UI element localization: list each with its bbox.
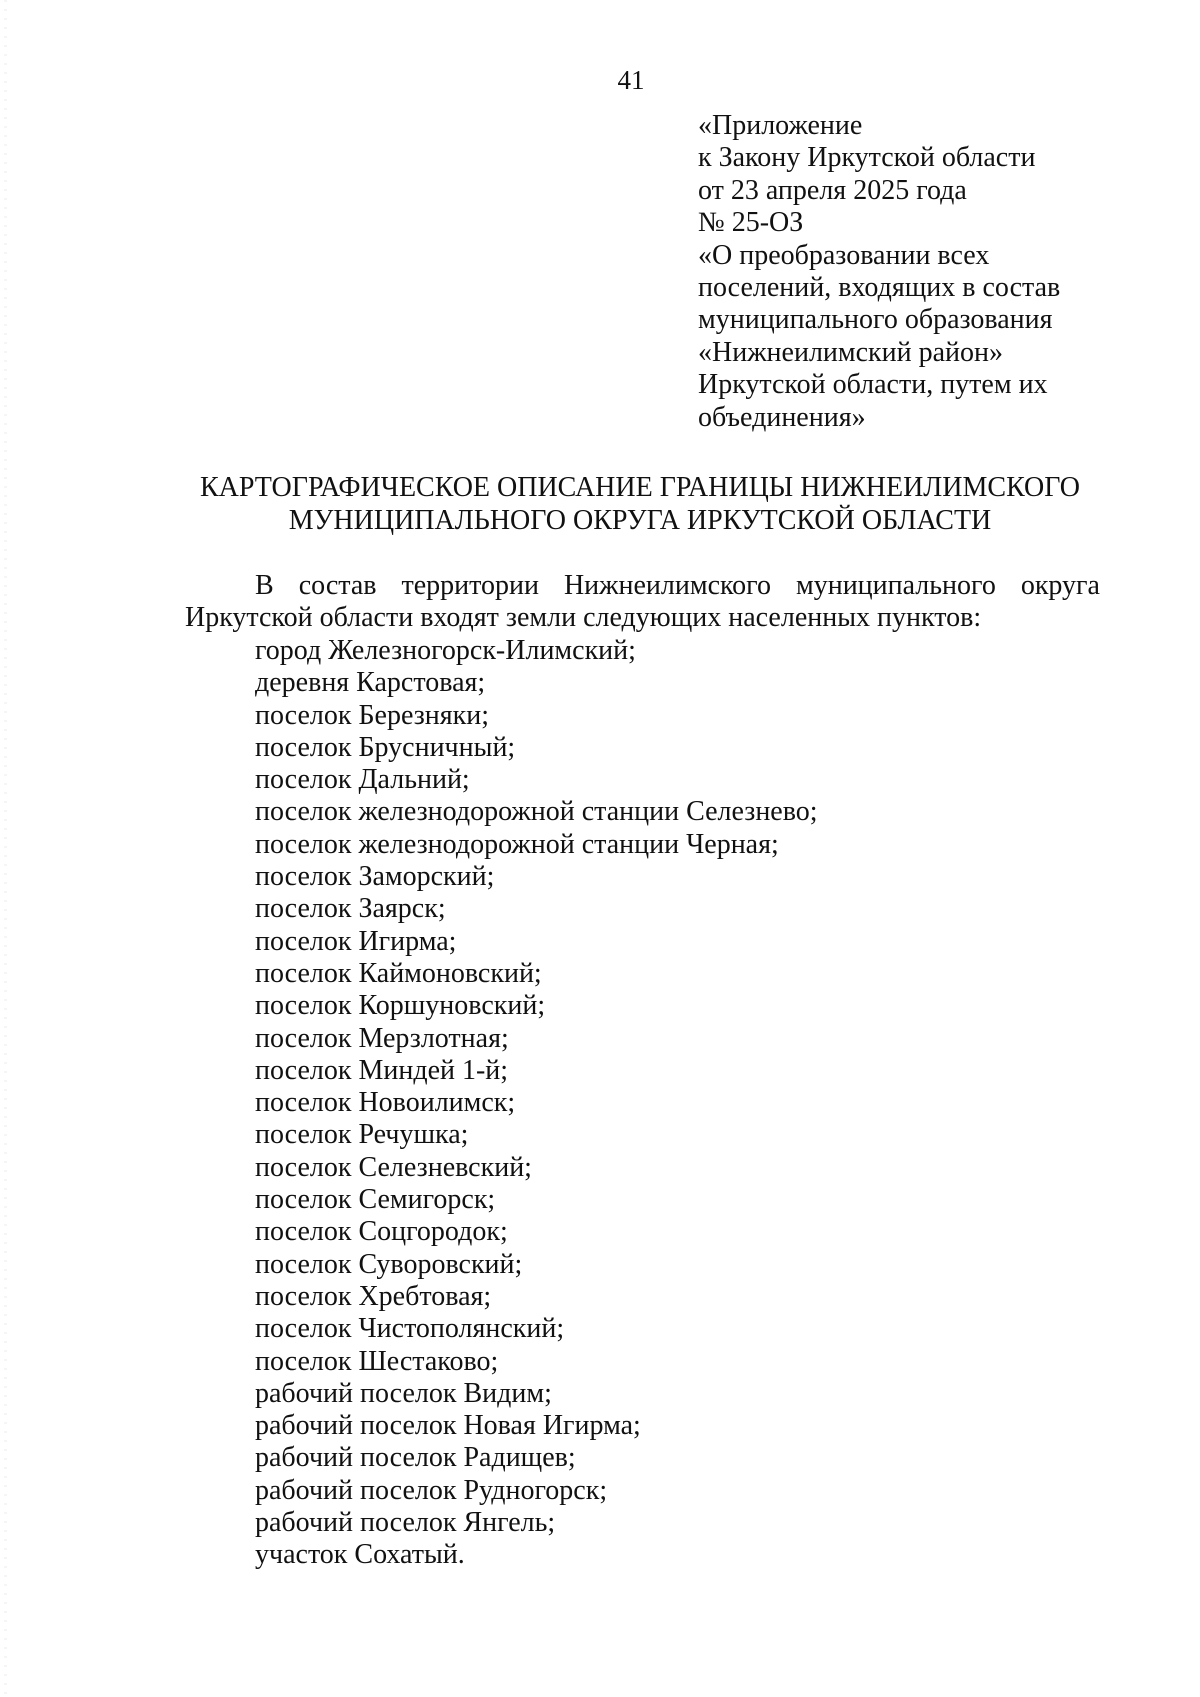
title-line-2: МУНИЦИПАЛЬНОГО ОКРУГА ИРКУТСКОЙ ОБЛАСТИ: [288, 504, 992, 536]
appendix-line: от 23 апреля 2025 года: [698, 174, 967, 206]
page-number: 41: [617, 65, 645, 95]
list-item: поселок Брусничный;: [255, 731, 516, 763]
list-item: поселок Речушка;: [255, 1119, 469, 1151]
list-item: поселок Заморский;: [255, 861, 495, 893]
appendix-line: «Приложение: [698, 110, 863, 141]
intro-word: В: [255, 570, 274, 601]
intro-word: муниципального: [795, 570, 996, 601]
list-item: поселок Семигорск;: [255, 1184, 496, 1216]
appendix-line: поселений, входящих в состав: [698, 272, 1061, 304]
scan-edge-artifact: [4, 0, 7, 1697]
list-item: поселок железнодорожной станции Селезнево;: [255, 796, 818, 828]
list-item: рабочий поселок Рудногорск;: [255, 1474, 608, 1506]
intro-line-2: Иркутской области входят земли следующих населенных пунктов:: [185, 602, 982, 634]
list-item: поселок Соцгородок;: [255, 1216, 508, 1248]
list-item: поселок Заярск;: [255, 893, 446, 925]
document-title: [150, 472, 1130, 537]
list-item: поселок Мерзлотная;: [255, 1022, 509, 1054]
list-item: поселок Коршуновский;: [255, 990, 546, 1022]
list-item: рабочий поселок Радищев;: [255, 1442, 576, 1474]
appendix-line: муниципального образования: [698, 304, 1053, 336]
list-item: поселок Дальний;: [255, 764, 470, 796]
intro-line-1: [185, 570, 1100, 602]
list-item: рабочий поселок Новая Игирма;: [255, 1410, 641, 1442]
intro-word: Нижнеилимского: [563, 570, 771, 601]
appendix-line: № 25-ОЗ: [698, 207, 804, 239]
list-item: поселок Каймоновский;: [255, 957, 542, 989]
appendix-line: объединения»: [698, 401, 866, 433]
appendix-line: Иркутской области, путем их: [698, 369, 1048, 401]
intro-word: округа: [1020, 570, 1100, 601]
intro-paragraph: [185, 570, 1100, 634]
appendix-line: «Нижнеилимский район»: [698, 336, 1004, 368]
list-item: поселок Березняки;: [255, 699, 490, 731]
appendix-line: к Закону Иркутской области: [698, 142, 1036, 174]
settlement-list: [255, 635, 818, 1572]
list-item: участок Сохатый.: [255, 1539, 465, 1571]
list-item: поселок Селезневский;: [255, 1151, 532, 1183]
title-line-1: КАРТОГРАФИЧЕСКОЕ ОПИСАНИЕ ГРАНИЦЫ НИЖНЕИЛИМСКОГО: [200, 472, 1080, 503]
list-item: поселок Шестаково;: [255, 1345, 499, 1377]
list-item: поселок железнодорожной станции Черная;: [255, 828, 779, 860]
list-item: поселок Новоилимск;: [255, 1087, 516, 1119]
intro-word: территории: [401, 570, 539, 601]
list-item: рабочий поселок Янгель;: [255, 1507, 556, 1539]
list-item: город Железногорск-Илимский;: [255, 635, 636, 666]
list-item: поселок Хребтовая;: [255, 1280, 492, 1312]
appendix-line: «О преобразовании всех: [698, 239, 990, 271]
list-item: поселок Чистополянский;: [255, 1313, 565, 1345]
list-item: поселок Игирма;: [255, 925, 457, 957]
list-item: поселок Суворовский;: [255, 1248, 523, 1280]
list-item: рабочий поселок Видим;: [255, 1377, 552, 1409]
appendix-header: [698, 110, 1138, 434]
list-item: поселок Миндей 1-й;: [255, 1054, 509, 1086]
list-item: деревня Карстовая;: [255, 667, 486, 699]
intro-word: состав: [298, 570, 377, 601]
